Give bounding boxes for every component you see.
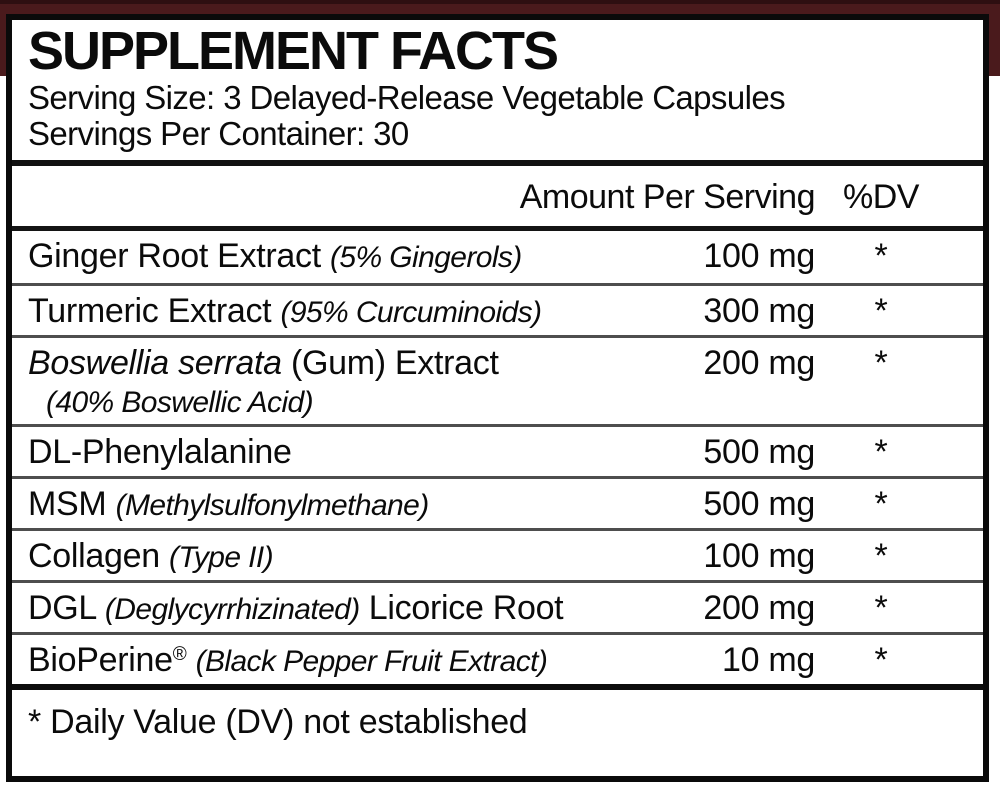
- ingredient-name-line: [28, 590, 639, 626]
- ingredient-name: [28, 345, 639, 419]
- ingredient-row: [12, 632, 983, 684]
- panel-title: SUPPLEMENT FACTS: [28, 21, 558, 81]
- ingredient-name-line: [28, 345, 639, 381]
- name-segment: Collagen: [28, 537, 169, 576]
- name-segment: MSM: [28, 485, 116, 524]
- ingredient-name: [28, 642, 639, 678]
- ingredient-amount: 100 mg: [703, 537, 815, 576]
- ingredient-name-line: [28, 293, 639, 329]
- ingredient-row: [12, 528, 983, 580]
- ingredient-dv: *: [874, 292, 888, 331]
- ingredient-amount: 200 mg: [703, 344, 815, 383]
- ingredient-row: [12, 476, 983, 528]
- name-segment: Turmeric Extract: [28, 292, 281, 331]
- serving-size-line: Serving Size: 3 Delayed-Release Vegetable Capsules: [28, 79, 785, 117]
- ingredient-dv: *: [874, 589, 888, 628]
- servings-per-container-line: Servings Per Container: 30: [28, 115, 409, 153]
- name-segment: Ginger Root Extract: [28, 237, 331, 276]
- ingredient-row: [12, 580, 983, 632]
- ingredient-name: [28, 590, 639, 626]
- ingredient-name: [28, 538, 639, 574]
- name-segment: DGL: [28, 589, 105, 628]
- ingredient-dv: *: [874, 485, 888, 524]
- ingredient-dv: *: [874, 537, 888, 576]
- ingredient-row: [12, 231, 983, 283]
- name-segment: (Methylsulfonylmethane): [115, 489, 429, 523]
- percent-dv-header: %DV: [843, 178, 919, 217]
- name-segment: DL-Phenylalanine: [28, 433, 292, 472]
- ingredient-amount: 500 mg: [703, 433, 815, 472]
- ingredient-dv: *: [874, 344, 888, 383]
- ingredient-name-line: [28, 642, 639, 678]
- ingredient-name: [28, 434, 639, 470]
- ingredient-name-line: [28, 434, 639, 470]
- ingredient-rows: [12, 231, 983, 684]
- ingredient-subline: (40% Boswellic Acid): [46, 386, 313, 420]
- name-segment: (95% Curcuminoids): [280, 296, 542, 330]
- panel-header: [12, 20, 983, 166]
- ingredient-amount: 500 mg: [703, 485, 815, 524]
- ingredient-name: [28, 293, 639, 329]
- name-segment: Boswellia serrata: [28, 344, 282, 383]
- ingredient-dv: *: [874, 237, 888, 276]
- name-segment: (Deglycyrrhizinated): [104, 593, 360, 627]
- ingredient-name: [28, 238, 639, 274]
- daily-value-footnote: * Daily Value (DV) not established: [28, 703, 528, 742]
- ingredient-row: [12, 283, 983, 335]
- ingredient-name: [28, 486, 639, 522]
- ingredient-name-line: [28, 486, 639, 522]
- name-segment: (Gum) Extract: [281, 344, 499, 383]
- name-segment: BioPerine: [28, 641, 173, 680]
- supplement-facts-panel: [6, 14, 989, 782]
- name-segment: (Black Pepper Fruit Extract): [195, 645, 548, 679]
- ingredient-amount: 200 mg: [703, 589, 815, 628]
- ingredient-row: [12, 335, 983, 424]
- name-segment: (5% Gingerols): [330, 241, 522, 275]
- ingredient-amount: 300 mg: [703, 292, 815, 331]
- ingredient-amount: 10 mg: [722, 641, 815, 680]
- footnote-row: [12, 684, 983, 776]
- name-segment: [186, 641, 195, 679]
- table-header-row: [12, 166, 983, 231]
- amount-per-serving-header: Amount Per Serving: [519, 178, 815, 217]
- name-segment: ®: [172, 644, 187, 666]
- ingredient-name-line: [28, 538, 639, 574]
- ingredient-name-line: [28, 238, 639, 274]
- ingredient-row: [12, 424, 983, 476]
- ingredient-amount: 100 mg: [703, 237, 815, 276]
- name-segment: Licorice Root: [359, 589, 564, 628]
- ingredient-dv: *: [874, 433, 888, 472]
- ingredient-dv: *: [874, 641, 888, 680]
- name-segment: (Type II): [168, 541, 274, 575]
